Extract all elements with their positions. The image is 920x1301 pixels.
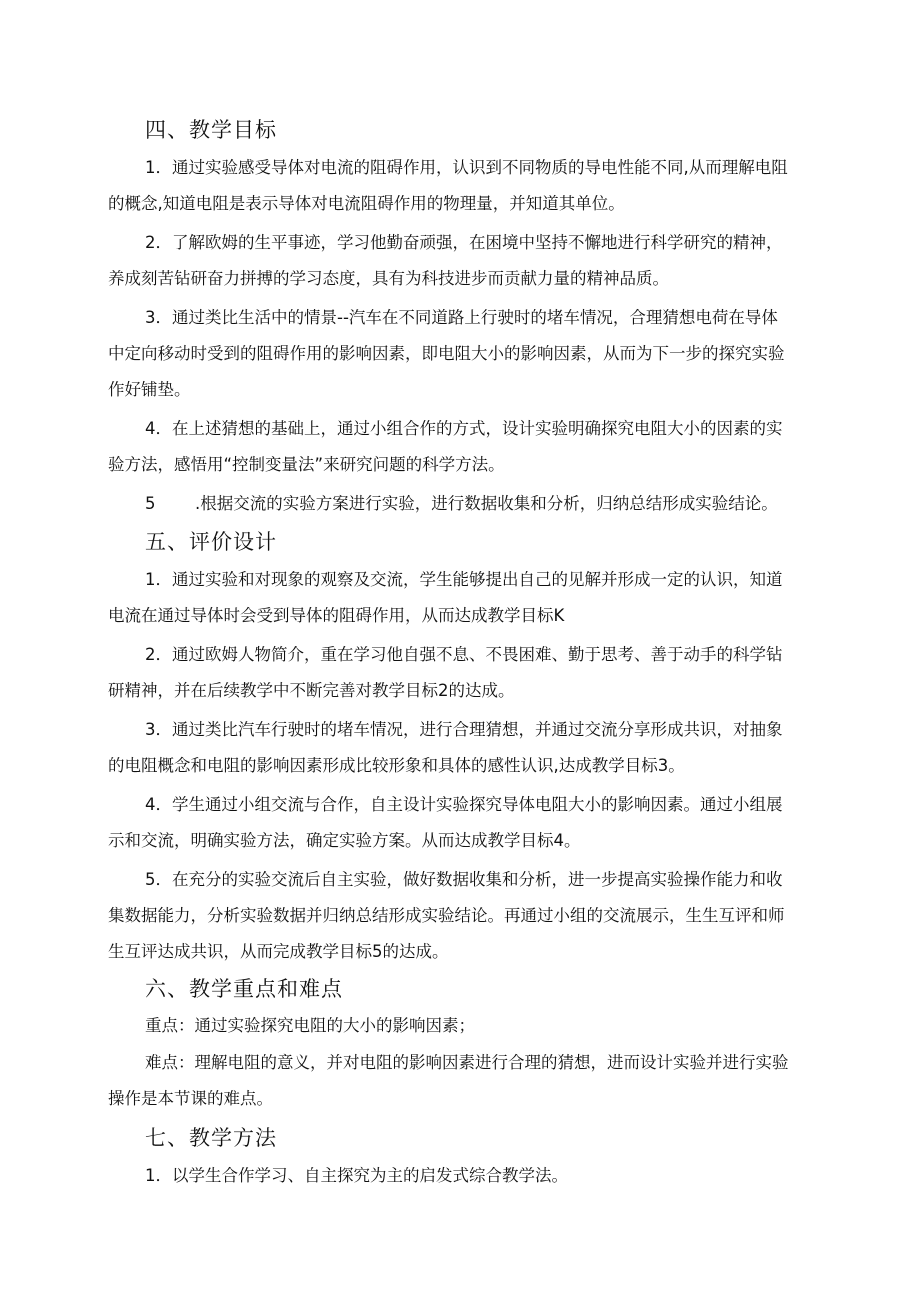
paragraph-line: 操作是本节课的难点。 bbox=[108, 1089, 273, 1108]
section-heading-methods: 七、教学方法 bbox=[145, 1126, 277, 1150]
paragraph-line: 示和交流，明确实验方法，确定实验方案。从而达成教学目标4。 bbox=[108, 831, 581, 850]
paragraph-line: 的概念,知道电阻是表示导体对电流阻碍作用的物理量，并知道其单位。 bbox=[108, 194, 625, 213]
paragraph-line: .根据交流的实验方案进行实验，进行数据收集和分析，归纳总结形成实验结论。 bbox=[195, 494, 778, 513]
paragraph-line: 1．通过实验感受导体对电流的阻碍作用，认识到不同物质的导电性能不同,从而理解电阻 bbox=[145, 158, 788, 177]
paragraph-line: 3．通过类比汽车行驶时的堵车情况，进行合理猜想，并通过交流分享形成共识，对抽象 bbox=[145, 720, 783, 739]
paragraph-line: 集数据能力，分析实验数据并归纳总结形成实验结论。再通过小组的交流展示，生生互评和师 bbox=[108, 906, 785, 925]
paragraph-line: 4．学生通过小组交流与合作，自主设计实验探究导体电阻大小的影响因素。通过小组展 bbox=[145, 795, 783, 814]
paragraph-line: 研精神，并在后续教学中不断完善对教学目标2的达成。 bbox=[108, 681, 515, 700]
paragraph-line: 1．通过实验和对现象的观察及交流，学生能够提出自己的见解并形成一定的认识，知道 bbox=[145, 570, 783, 589]
paragraph-line: 电流在通过导体时会受到导体的阻碍作用，从而达成教学目标K bbox=[108, 606, 565, 625]
paragraph-line: 生互评达成共识，从而完成教学目标5的达成。 bbox=[108, 942, 449, 961]
paragraph-line: 验方法，感悟用“控制变量法”来研究问题的科学方法。 bbox=[108, 455, 505, 474]
paragraph-line: 1．以学生合作学习、自主探究为主的启发式综合教学法。 bbox=[145, 1166, 568, 1185]
paragraph-line: 养成刻苦钻研奋力拼搏的学习态度，具有为科技进步而贡献力量的精神品质。 bbox=[108, 269, 669, 288]
paragraph-line: 2．了解欧姆的生平事迹，学习他勤奋顽强，在困境中坚持不懈地进行科学研究的精神， bbox=[145, 233, 783, 252]
paragraph-line: 2．通过欧姆人物简介，重在学习他自强不息、不畏困难、勤于思考、善于动手的科学钻 bbox=[145, 645, 783, 664]
paragraph-line: 重点：通过实验探究电阻的大小的影响因素； bbox=[145, 1016, 475, 1035]
section-heading-objectives: 四、教学目标 bbox=[145, 118, 277, 142]
paragraph-line: 5．在充分的实验交流后自主实验，做好数据收集和分析，进一步提高实验操作能力和收 bbox=[145, 870, 783, 889]
paragraph-line: 中定向移动时受到的阻碍作用的影响因素，即电阻大小的影响因素，从而为下一步的探究实验 bbox=[108, 344, 785, 363]
paragraph-line: 作好铺垫。 bbox=[108, 380, 191, 399]
paragraph-line: 难点：理解电阻的意义，并对电阻的影响因素进行合理的猜想，进而设计实验并进行实验 bbox=[145, 1053, 789, 1072]
paragraph-line: 的电阻概念和电阻的影响因素形成比较形象和具体的感性认识,达成教学目标3。 bbox=[108, 756, 685, 775]
paragraph-line: 4．在上述猜想的基础上，通过小组合作的方式，设计实验明确探究电阻大小的因素的实 bbox=[145, 419, 783, 438]
list-number: 5 bbox=[145, 494, 156, 513]
section-heading-evaluation: 五、评价设计 bbox=[145, 530, 277, 554]
paragraph-line: 3．通过类比生活中的情景--汽车在不同道路上行驶时的堵车情况，合理猜想电荷在导体 bbox=[145, 308, 778, 327]
section-heading-keypoints: 六、教学重点和难点 bbox=[145, 977, 343, 1001]
